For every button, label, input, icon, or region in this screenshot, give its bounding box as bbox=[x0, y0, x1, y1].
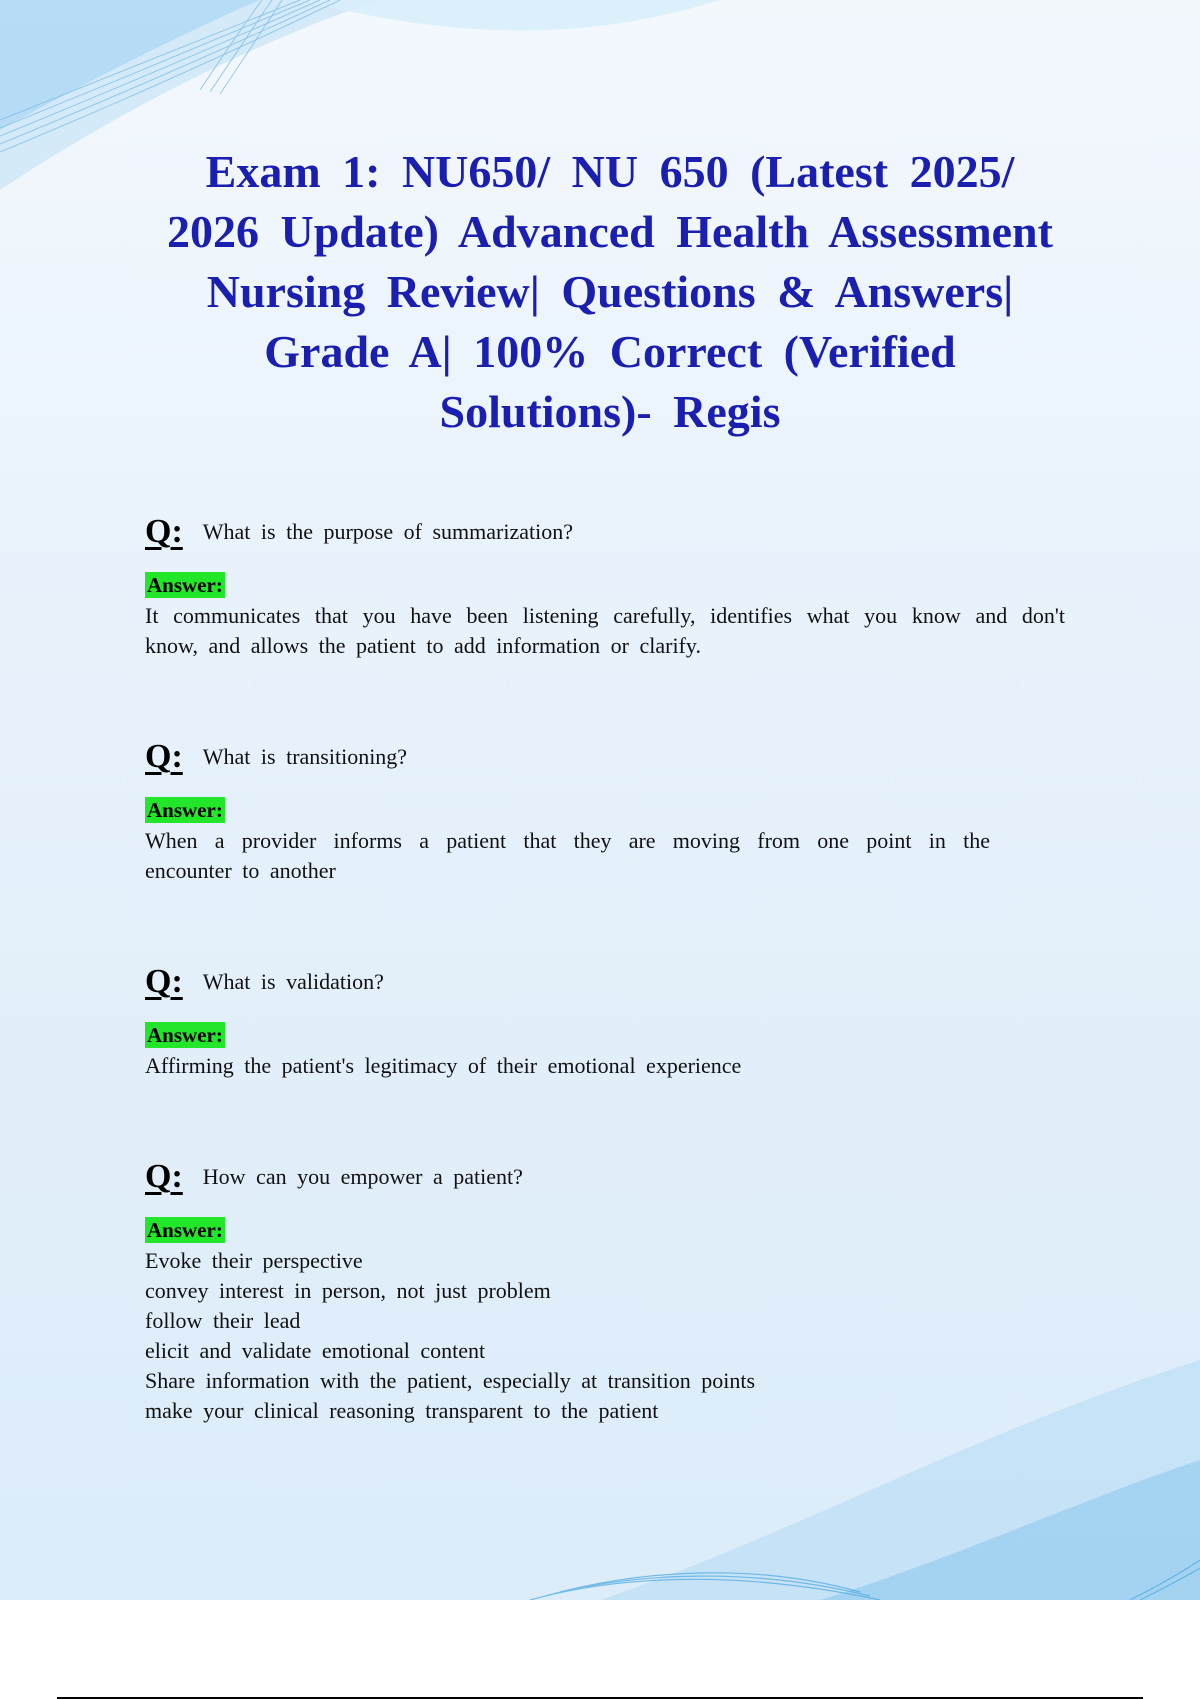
question-marker: Q: bbox=[145, 1158, 183, 1195]
answer-line: When a provider informs a patient that they are moving from one point in the encounter to another bbox=[145, 828, 990, 883]
answer-label: Answer: bbox=[147, 1218, 223, 1242]
question-marker: Q: bbox=[145, 963, 183, 1000]
question-line bbox=[145, 1155, 1065, 1199]
question-line bbox=[145, 960, 1065, 1004]
question-line bbox=[145, 735, 1065, 779]
question-text: What is the purpose of summarization? bbox=[202, 519, 573, 544]
answer-text bbox=[145, 601, 1065, 661]
answer-line: elicit and validate emotional content bbox=[145, 1338, 486, 1363]
answer-line: Affirming the patient's legitimacy of their emotional experience bbox=[145, 1053, 742, 1078]
qa-item bbox=[145, 735, 1065, 886]
answer-line: make your clinical reasoning transparent to the patient bbox=[145, 1398, 659, 1423]
question-line bbox=[145, 510, 1065, 554]
question-text: How can you empower a patient? bbox=[202, 1164, 523, 1189]
footer-divider bbox=[57, 1697, 1143, 1699]
answer-line: follow their lead bbox=[145, 1308, 301, 1333]
answer-line: Share information with the patient, especially at transition points bbox=[145, 1368, 756, 1393]
answer-line: It communicates that you have been listening carefully, identifies what you know and don't know, and allows the patient to add information or clarify. bbox=[145, 603, 1065, 658]
question-marker: Q: bbox=[145, 738, 183, 775]
answer-label: Answer: bbox=[147, 1023, 223, 1047]
qa-item bbox=[145, 960, 1065, 1081]
answer-text bbox=[145, 826, 990, 886]
question-text: What is transitioning? bbox=[202, 744, 408, 769]
answer-line: Evoke their perspective bbox=[145, 1248, 363, 1273]
document-title: Exam 1: NU650/ NU 650 (Latest 2025/ 2026 Update) Advanced Health Assessment Nursing Review| Questions & Answers| Grade A| 100% Correct (Verified Solutions)- Regis bbox=[167, 146, 1053, 437]
answer-text bbox=[145, 1051, 1065, 1081]
qa-item bbox=[145, 1155, 1065, 1426]
qa-item bbox=[145, 510, 1065, 661]
answer-label: Answer: bbox=[147, 573, 223, 597]
question-marker: Q: bbox=[145, 513, 183, 550]
question-text: What is validation? bbox=[202, 969, 384, 994]
answer-text bbox=[145, 1246, 1065, 1426]
answer-label: Answer: bbox=[147, 798, 223, 822]
answer-line: convey interest in person, not just problem bbox=[145, 1278, 551, 1303]
